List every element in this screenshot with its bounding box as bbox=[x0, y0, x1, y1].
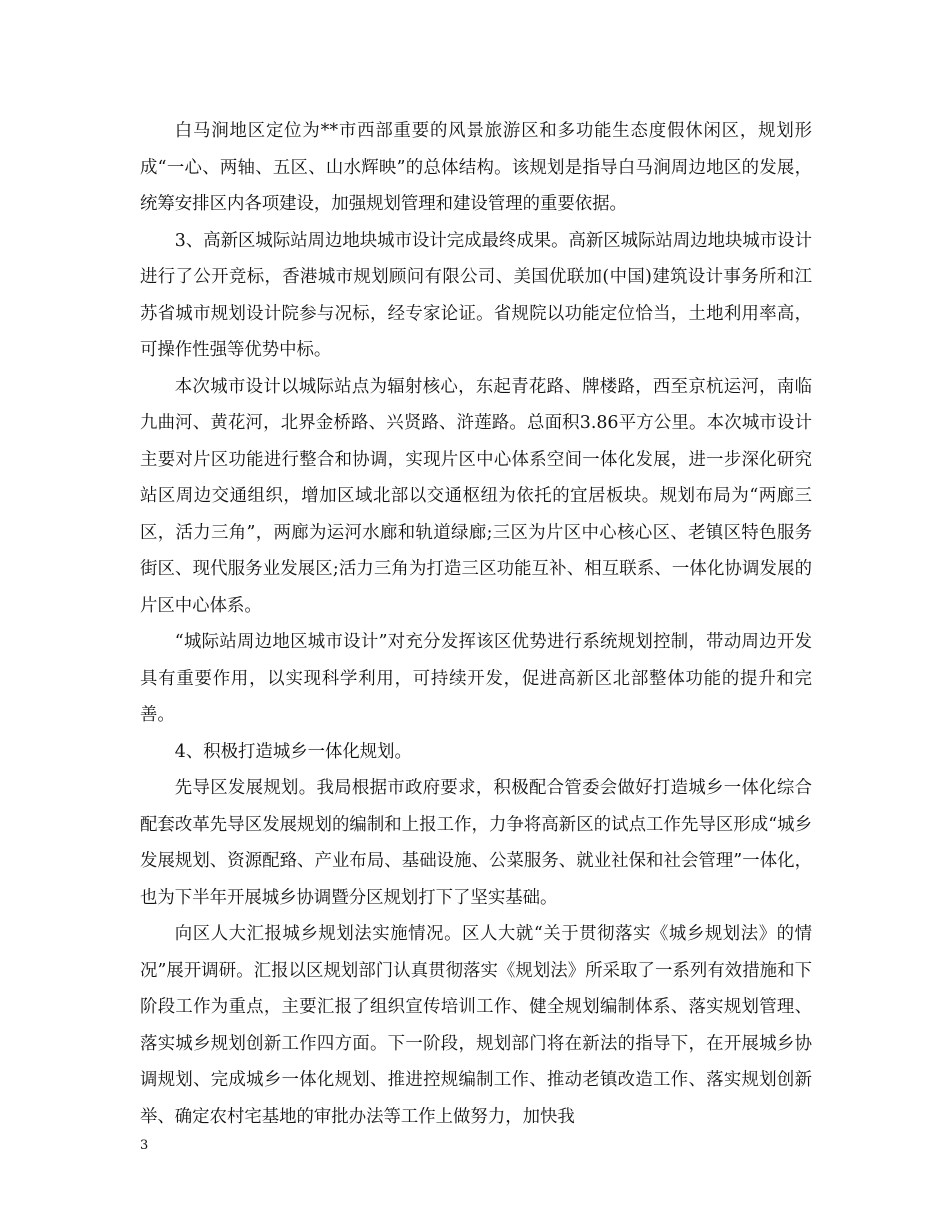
paragraph-design-significance: “城际站周边地区城市设计”对充分发挥该区优势进行系统规划控制，带动周边开发具有重要作用，以实现科学利用，可持续开发，促进高新区北部整体功能的提升和完善。 bbox=[140, 632, 812, 725]
paragraph-city-design-result: 3、高新区城际站周边地块城市设计完成最终成果。高新区城际站周边地块城市设计进行了公开竞标，香港城市规划顾问有限公司、美国优联加(中国)建筑设计事务所和江苏省城市规划设计院参与况标，经专家论证。省规院以功能定位恰当，土地利用率高，可操作性强等优势中标。 bbox=[140, 230, 812, 360]
section-heading-urban-rural: 4、积极打造城乡一体化规划。 bbox=[174, 741, 412, 762]
paragraph-report-to-congress: 向区人大汇报城乡规划法实施情况。区人大就“关于贯彻落实《城乡规划法》的情况”展开调研。汇报以区规划部门认真贯彻落实《规划法》所采取了一系列有效措施和下阶段工作为重点，主要汇报了组织宣传培训工作、健全规划编制体系、落实规划管理、落实城乡规划创新工作四方面。下一阶段，规划部门将在新法的指导下，在开展城乡协调规划、完成城乡一体化规划、推进控规编制工作、推动老镇改造工作、落实规划创新举、确定农村宅基地的审批办法等工作上做努力，加快我 bbox=[140, 924, 812, 1127]
paragraph-bai-ma-jian: 白马涧地区定位为**市西部重要的风景旅游区和多功能生态度假休闲区，规划形成“一心、两轴、五区、山水辉映”的总体结构。该规划是指导白马涧周边地区的发展，统筹安排区内各项建设，加强规划管理和建设管理的重要依据。 bbox=[140, 121, 812, 214]
paragraph-design-scope: 本次城市设计以城际站点为辐射核心，东起青花路、牌楼路，西至京杭运河，南临九曲河、黄花河，北界金桥路、兴贤路、浒莲路。总面积3.86平方公里。本次城市设计主要对片区功能进行整合和协调，实现片区中心体系空间一体化发展，进一步深化研究站区周边交通组织，增加区域北部以交通枢纽为依托的宜居板块。规划布局为“两廊三区，活力三角”，两廊为运河水廊和轨道绿廊;三区为片区中心核心区、老镇区特色服务街区、现代服务业发展区;活力三角为打造三区功能互补、相互联系、一体化协调发展的片区中心体系。 bbox=[140, 376, 812, 616]
document-body bbox=[140, 113, 812, 1135]
paragraph-pilot-zone-plan: 先导区发展规划。我局根据市政府要求，积极配合管委会做好打造城乡一体化综合配套改革先导区发展规划的编制和上报工作，力争将高新区的试点工作先导区形成“城乡发展规划、资源配臵、产业布局、基础设施、公菜服务、就业社保和社会管理”一体化，也为下半年开展城乡协调暨分区规划打下了坚实基础。 bbox=[140, 778, 812, 908]
page-number: 3 bbox=[140, 1138, 149, 1153]
